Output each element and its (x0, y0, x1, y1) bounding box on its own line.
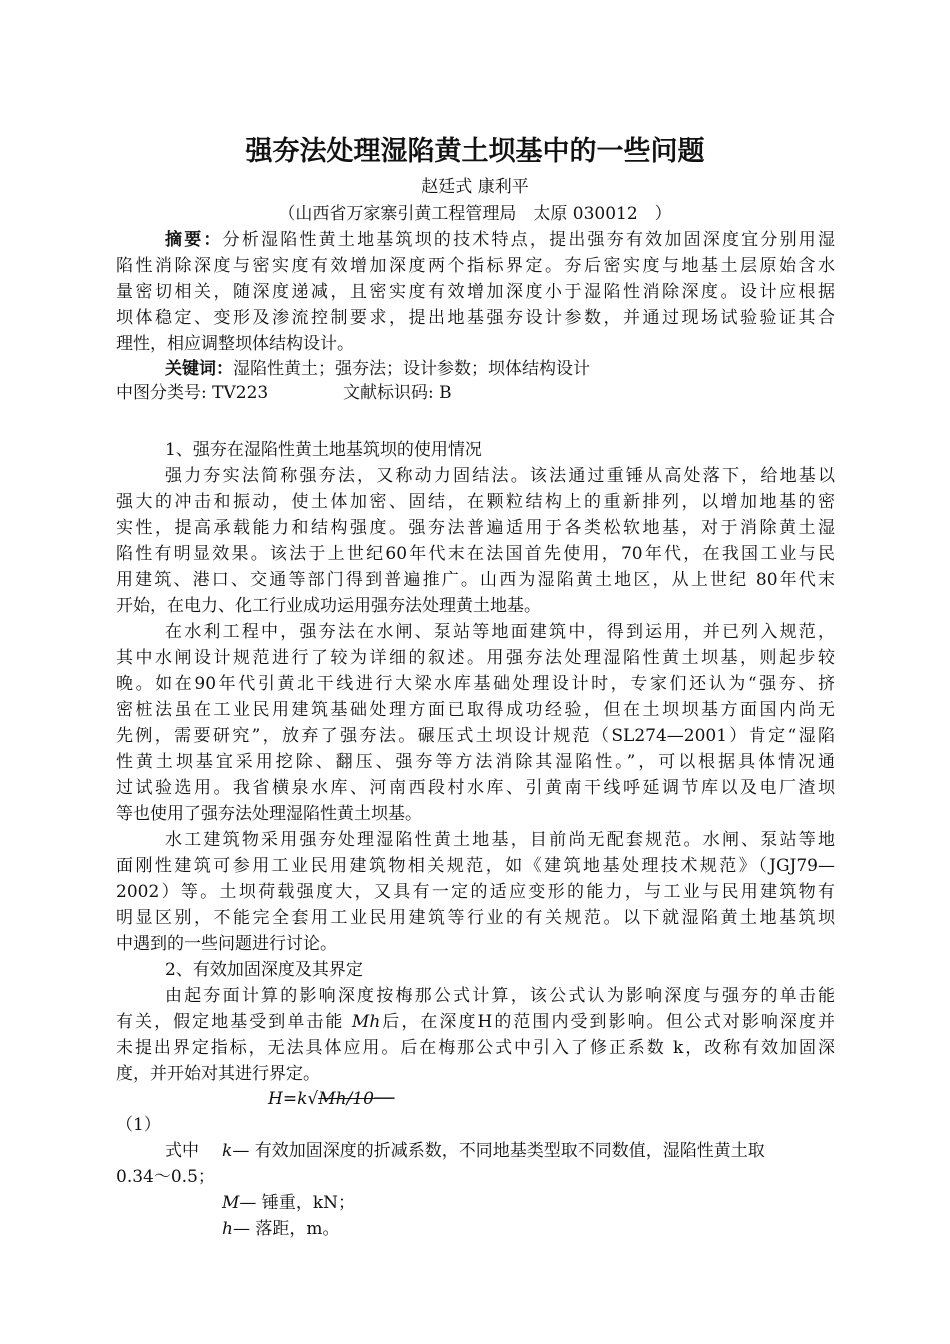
paragraph-line: 用建筑、港口、交通等部门得到普遍推广。山西为湿陷黄土地区，从上世纪 80年代末 (116, 570, 835, 590)
variable-k (222, 1141, 765, 1161)
text-run: 有关，假定地基受到单击能 (116, 1012, 352, 1032)
symbol-h: h (222, 1219, 233, 1239)
formula-number: （1） (116, 1115, 161, 1135)
formula-1 (268, 1089, 394, 1109)
paragraph-line: 明显区别，不能完全套用工业民用建筑等行业的有关规范。以下就湿陷黄土地基筑坝 (116, 908, 835, 928)
abstract-line (165, 230, 835, 250)
variable-M (222, 1193, 355, 1213)
keywords-text: 湿陷性黄土；强夯法；设计参数；坝体结构设计 (233, 359, 590, 379)
M-description: — 锤重，kN； (239, 1193, 356, 1213)
paragraph-line: 晚。如在90年代引黄北干线进行大梁水库基础处理设计时，专家们还认为“强夯、挤 (116, 674, 835, 694)
section-1-heading: 1、强夯在湿陷性黄土地基筑坝的使用情况 (165, 440, 482, 460)
paragraph-line: 陷性有明显效果。该法于上世纪60年代末在法国首先使用，70年代，在我国工业与民 (116, 544, 835, 564)
paragraph-line: 性黄土坝基宜采用挖除、翻压、强夯等方法消除其湿陷性。”，可以根据具体情况通 (116, 752, 835, 772)
paragraph-line: 过试验选用。我省横泉水库、河南西段村水库、引黄南干线呼延调节库以及电厂渣坝 (116, 778, 835, 798)
paragraph-line: 中遇到的一些问题进行讨论。 (116, 934, 337, 954)
symbol-M: M (222, 1193, 240, 1213)
abstract-label: 摘要： (165, 230, 223, 250)
paragraph-line: 先例，需要研究”，放弃了强夯法。碾压式土坝设计规范（SL274—2001）肯定“湿陷 (116, 726, 835, 746)
abstract-line: 陷性消除深度与密实度有效增加深度两个指标界定。夯后密实度与地基土层原始含水 (116, 256, 835, 276)
paragraph-line: 度，并开始对其进行界定。 (116, 1064, 320, 1084)
paragraph-line: 等也使用了强夯法处理湿陷性黄土坝基。 (116, 804, 422, 824)
paragraph-line: 在水利工程中，强夯法在水闸、泵站等地面建筑中，得到运用，并已列入规范， (165, 622, 835, 642)
abstract-text: 分析湿陷性黄土地基筑坝的技术特点，提出强夯有效加固深度宜分别用湿 (222, 230, 836, 250)
h-description: — 落距，m。 (232, 1219, 340, 1239)
paragraph-line (116, 1012, 835, 1032)
paragraph-line: 水工建筑物采用强夯处理湿陷性黄土地基，目前尚无配套规范。水闸、泵站等地 (165, 830, 835, 850)
section-2-heading: 2、有效加固深度及其界定 (165, 960, 363, 980)
affiliation: （山西省万家寨引黄工程管理局 太原 030012 ） (278, 204, 672, 224)
document-code: 文献标识码: B (343, 383, 452, 403)
formula-argument: Mh/10 (318, 1089, 374, 1109)
abstract-line: 理性，相应调整坝体结构设计。 (116, 334, 354, 354)
paragraph-line: 开始，在电力、化工行业成功运用强夯法处理黄土地基。 (116, 596, 541, 616)
paragraph-line: 强力夯实法简称强夯法，又称动力固结法。该法通过重锤从高处落下，给地基以 (165, 466, 835, 486)
k-description: — 有效加固深度的折减系数，不同地基类型取不同数值，湿陷性黄土取 (232, 1141, 765, 1161)
k-range: 0.34～0.5； (116, 1167, 215, 1187)
paragraph-line: 其中水闸设计规范进行了较为详细的叙述。用强夯法处理湿陷性黄土坝基，则起步较 (116, 648, 835, 668)
variable-h (222, 1219, 339, 1239)
symbol-k: k (222, 1141, 233, 1161)
keywords-label: 关键词： (165, 359, 233, 379)
variable-Mh: Mh (351, 1012, 381, 1032)
paragraph-line: 2002）等。土坝荷载强度大，又具有一定的适应变形的能力，与工业与民用建筑物有 (116, 882, 835, 902)
formula-tail: ── (373, 1089, 395, 1109)
abstract-line: 坝体稳定、变形及渗流控制要求，提出地基强夯设计参数，并通过现场试验验证其合 (116, 308, 835, 328)
paragraph-line: 密桩法虽在工业民用建筑基础处理方面已取得成功经验，但在土坝坝基方面国内尚无 (116, 700, 835, 720)
sqrt-symbol: √ (307, 1089, 319, 1109)
abstract-line: 量密切相关，随深度递减，且密实度有效增加深度小于湿陷性消除深度。设计应根据 (116, 282, 835, 302)
paper-title: 强夯法处理湿陷黄土坝基中的一些问题 (245, 136, 705, 167)
keywords (165, 359, 590, 379)
where-intro: 式中 (165, 1141, 199, 1161)
paragraph-line: 未提出界定指标，无法具体应用。后在梅那公式中引入了修正系数 k，改称有效加固深 (116, 1038, 835, 1058)
text-run: 后，在深度H的范围内受到影响。但公式对影响深度并 (380, 1012, 836, 1032)
paragraph-line: 实性，提高承载能力和结构强度。强夯法普遍适用于各类松软地基，对于消除黄土湿 (116, 518, 835, 538)
paragraph-line: 由起夯面计算的影响深度按梅那公式计算，该公式认为影响深度与强夯的单击能 (165, 986, 835, 1006)
formula-lhs: H=k (268, 1089, 308, 1109)
paragraph-line: 强大的冲击和振动，使土体加密、固结，在颗粒结构上的重新排列，以增加地基的密 (116, 492, 835, 512)
authors: 赵廷式 康利平 (421, 177, 529, 197)
clc-number: 中图分类号: TV223 (116, 383, 269, 403)
paragraph-line: 面刚性建筑可参用工业民用建筑物相关规范，如《建筑地基处理技术规范》（JGJ79— (116, 856, 835, 876)
